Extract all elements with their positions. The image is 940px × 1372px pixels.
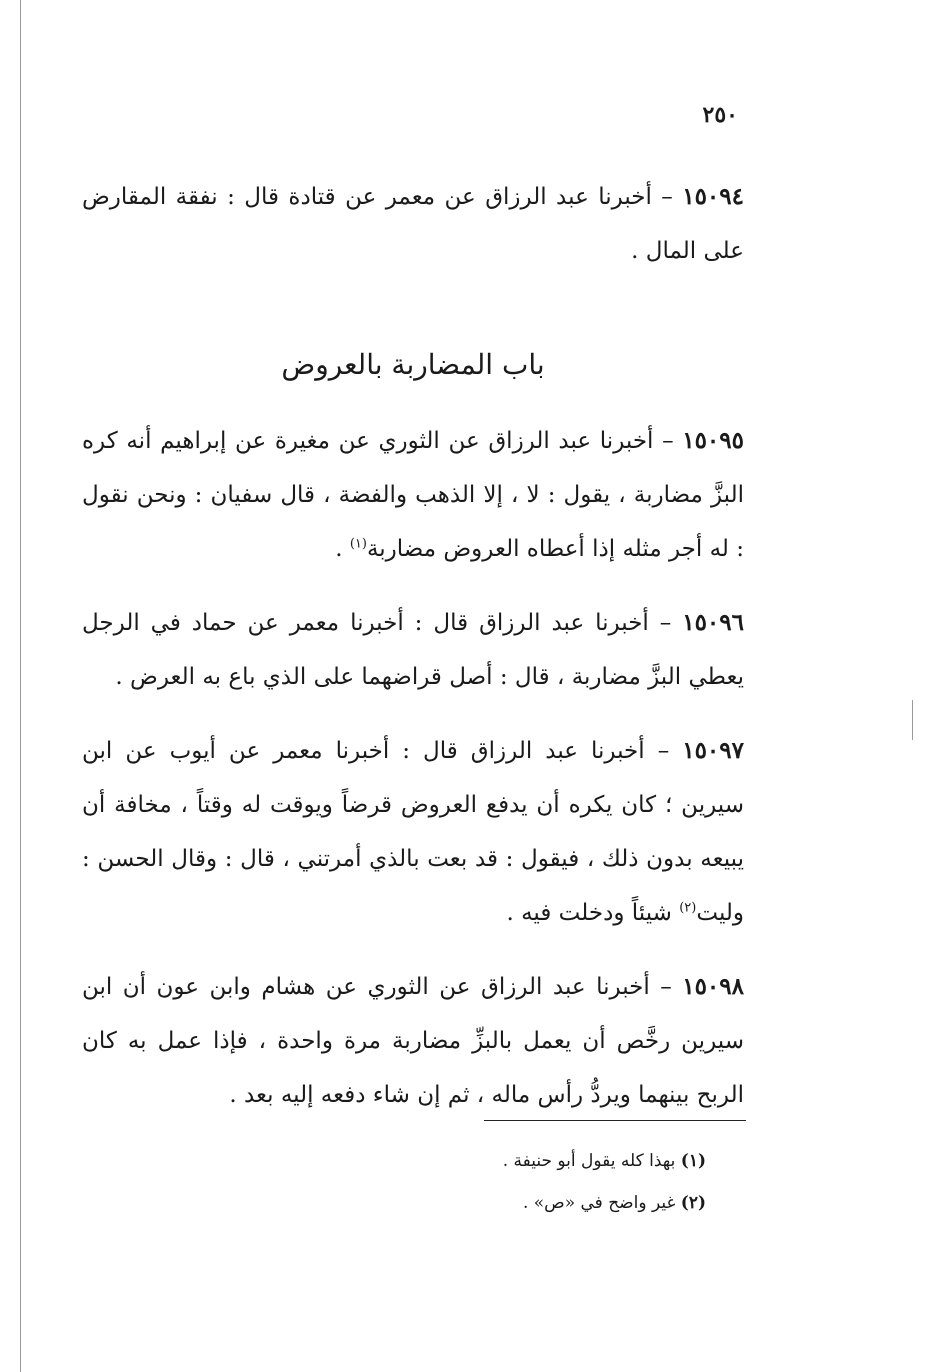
hadith-text-end: . [335, 536, 350, 562]
paragraph-15095 [82, 414, 744, 576]
footnote-number: (١) [680, 1151, 706, 1171]
hadith-number: ١٥٠٩٧ [682, 737, 744, 764]
footnotes [286, 1140, 706, 1224]
footnote-1 [286, 1140, 706, 1182]
hadith-number: ١٥٠٩٥ [682, 427, 744, 454]
hadith-number: ١٥٠٩٤ [682, 183, 744, 210]
hadith-text-end: شيئاً ودخلت فيه . [506, 900, 680, 926]
footnote-divider [484, 1120, 746, 1121]
paragraph-15094 [82, 170, 744, 278]
footnote-number: (٢) [680, 1193, 706, 1213]
page-edge-line-right [912, 700, 913, 740]
hadith-text: – أخبرنا عبد الرزاق قال : أخبرنا معمر عن أيوب عن ابن سيرين ؛ كان يكره أن يدفع العروض قرضاً ويوقت له وقتاً ، مخافة أن يبيعه بدون ذلك ، فيقول : قد بعت بالذي أمرتني ، قال : وقال الحسن : وليت [82, 738, 744, 926]
hadith-number: ١٥٠٩٨ [682, 973, 744, 1000]
footnote-text: غير واضح في «ص» . [522, 1193, 681, 1213]
page-number: ٢٥٠ [702, 102, 738, 128]
hadith-text: – أخبرنا عبد الرزاق عن معمر عن قتادة قال : نفقة المقارض على المال . [82, 184, 744, 264]
paragraph-15096 [82, 596, 744, 704]
footnote-2 [286, 1182, 706, 1224]
hadith-number: ١٥٠٩٦ [682, 609, 744, 636]
footnote-marker: (٢) [679, 900, 697, 916]
paragraph-15097 [82, 724, 744, 940]
hadith-text: – أخبرنا عبد الرزاق عن الثوري عن مغيرة عن إبراهيم أنه كره البزَّ مضاربة ، يقول : لا ، إلا الذهب والفضة ، قال سفيان : ونحن نقول : له أجر مثله إذا أعطاه العروض مضاربة [82, 428, 744, 562]
main-text [82, 170, 744, 1122]
hadith-text: – أخبرنا عبد الرزاق قال : أخبرنا معمر عن حماد في الرجل يعطي البزَّ مضاربة ، قال : أصل قراضهما على الذي باع به العرض . [82, 610, 744, 690]
section-heading: باب المضاربة بالعروض [281, 348, 545, 381]
page-edge-line-left [20, 0, 21, 1372]
footnote-text: بهذا كله يقول أبو حنيفة . [502, 1151, 681, 1171]
paragraph-15098 [82, 960, 744, 1122]
footnote-marker: (١) [349, 536, 367, 552]
hadith-text: – أخبرنا عبد الرزاق عن الثوري عن هشام وابن عون أن ابن سيرين رخَّص أن يعمل بالبزِّ مضاربة مرة واحدة ، فإذا عمل به كان الربح بينهما ويردُّ رأس ماله ، ثم إن شاء دفعه إليه بعد . [82, 974, 744, 1108]
